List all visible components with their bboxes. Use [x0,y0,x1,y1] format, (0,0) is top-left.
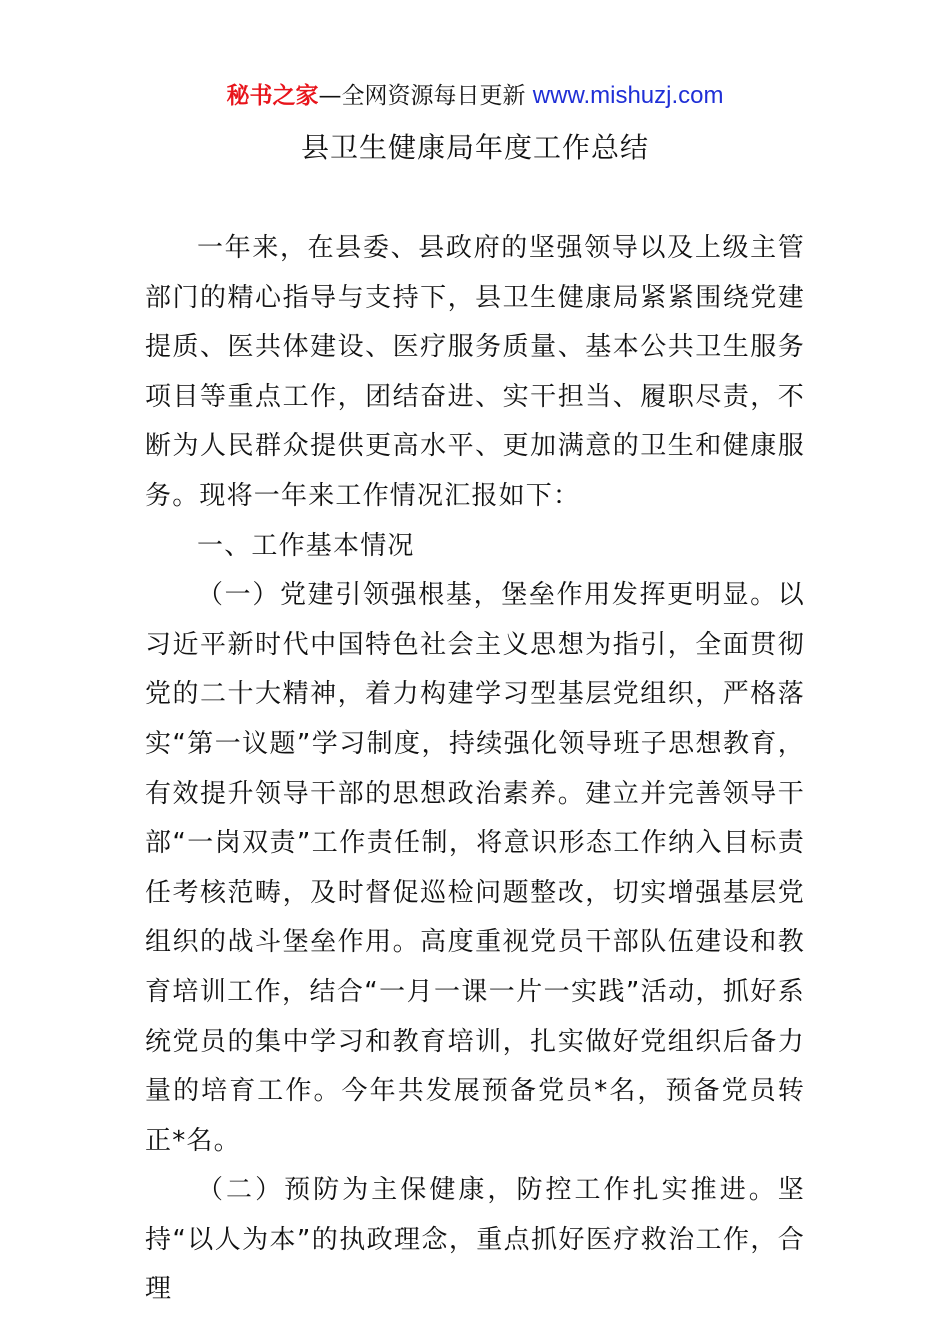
intro-paragraph: 一年来，在县委、县政府的坚强领导以及上级主管部门的精心指导与支持下，县卫生健康局紧紧围绕党建提质、医共体建设、医疗服务质量、基本公共卫生服务项目等重点工作，团结奋进、实干担当、履职尽责，不断为人民群众提供更高水平、更加满意的卫生和健康服务。现将一年来工作情况汇报如下： [145,233,805,511]
document-body [145,224,805,1315]
banner-tagline: —全网资源每日更新 [318,83,533,109]
subsection-2-paragraph: （二）预防为主保健康，防控工作扎实推进。坚持“以人为本”的执政理念，重点抓好医疗救治工作，合理 [145,1175,805,1305]
site-banner [0,80,950,112]
section-heading: 一、工作基本情况 [197,530,415,561]
banner-brand: 秘书之家 [226,83,319,109]
document-title: 县卫生健康局年度工作总结 [300,131,649,164]
subsection-1-paragraph: （一）党建引领强根基，堡垒作用发挥更明显。以习近平新时代中国特色社会主义思想为指引，全面贯彻党的二十大精神，着力构建学习型基层党组织，严格落实“第一议题”学习制度，持续强化领导班子思想教育，有效提升领导干部的思想政治素养。建立并完善领导干部“一岗双责”工作责任制，将意识形态工作纳入目标责任考核范畴，及时督促巡检问题整改，切实增强基层党组织的战斗堡垒作用。高度重视党员干部队伍建设和教育培训工作，结合“一月一课一片一实践”活动，抓好系统党员的集中学习和教育培训，扎实做好党组织后备力量的培育工作。今年共发展预备党员*名，预备党员转正*名。 [145,580,805,1156]
banner-url-link[interactable]: www.mishuzj.com [532,82,724,109]
